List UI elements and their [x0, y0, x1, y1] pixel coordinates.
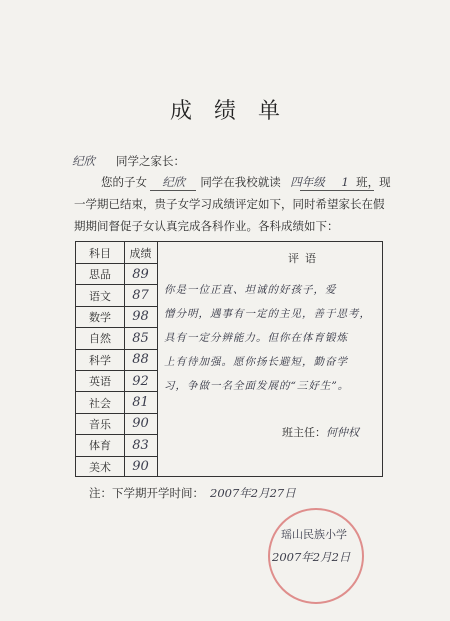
subject-cell: 社会 — [89, 396, 111, 410]
teacher-name: 何仲权 — [326, 426, 359, 439]
note-date: 2007年2月27日 — [210, 486, 296, 500]
score-cell: 98 — [132, 309, 149, 325]
subject-cell: 数学 — [89, 310, 111, 324]
header-score: 成绩 — [129, 246, 152, 260]
table-header — [76, 242, 157, 263]
score-cell: 89 — [132, 266, 149, 282]
subject-cell: 语文 — [89, 289, 111, 303]
table-row — [76, 349, 157, 370]
score-cell: 88 — [132, 352, 149, 368]
score-cell: 90 — [132, 459, 149, 475]
table-row — [76, 413, 157, 434]
teacher-signature — [282, 426, 359, 440]
intro-line-3: 期期间督促子女认真完成各科作业。各科成绩如下： — [74, 219, 339, 233]
intro-class-no: 1 — [341, 175, 349, 189]
stamp-school-name: 瑶山民族小学 — [281, 528, 347, 541]
note-label: 注：下学期开学时间： — [89, 486, 204, 500]
intro-line-1 — [101, 175, 391, 189]
table-row — [76, 370, 157, 391]
table-row — [76, 284, 157, 305]
score-cell: 81 — [132, 395, 149, 411]
comment-line: 你是一位正直、坦诚的好孩子，爱 — [164, 284, 337, 296]
salutation — [72, 154, 185, 168]
intro-grade: 四年级 — [290, 175, 325, 189]
comment-header: 评语 — [288, 252, 322, 265]
grade-underline — [300, 190, 374, 191]
header-subject: 科目 — [89, 246, 111, 260]
subject-cell: 美术 — [89, 460, 111, 474]
table-row — [76, 391, 157, 412]
comment-line: 憎分明，遇事有一定的主见，善于思考， — [164, 308, 371, 320]
subject-cell: 英语 — [89, 375, 111, 389]
score-cell: 92 — [132, 373, 149, 389]
subject-cell: 体育 — [89, 439, 111, 453]
intro-student-name: 纪欣 — [162, 175, 186, 189]
comment-line: 习，争做一名全面发展的“三好生”。 — [164, 380, 350, 392]
subject-cell: 自然 — [89, 332, 111, 346]
intro-part1: 您的子女 — [101, 175, 147, 189]
score-cell: 85 — [132, 330, 149, 346]
score-cell: 83 — [132, 437, 149, 453]
next-term-note — [89, 486, 296, 500]
teacher-comment — [164, 278, 378, 398]
subject-cell: 音乐 — [89, 417, 111, 431]
stamp-date: 2007年2月2日 — [272, 550, 351, 564]
intro-line-2: 一学期已结束，贵子女学习成绩评定如下，同时希望家长在假 — [74, 197, 385, 211]
table-row — [76, 434, 157, 455]
table-row — [76, 263, 157, 284]
divider-score-comment — [157, 242, 158, 476]
salutation-suffix: 同学之家长： — [116, 154, 185, 168]
score-cell: 87 — [132, 288, 149, 304]
intro-part2: 同学在我校就读 — [200, 175, 281, 189]
teacher-label: 班主任： — [282, 426, 326, 439]
document-title: 成绩单 — [169, 99, 302, 124]
intro-part3: 班，现 — [356, 175, 391, 189]
table-row — [76, 327, 157, 348]
table-row — [76, 456, 157, 477]
subject-cell: 思品 — [89, 268, 111, 282]
table-row — [76, 306, 157, 327]
subject-cell: 科学 — [89, 353, 111, 367]
score-cell: 90 — [132, 416, 149, 432]
grades-table — [75, 241, 383, 477]
comment-line: 具有一定分辨能力。但你在体育锻炼 — [164, 332, 348, 344]
salutation-student-name: 纪欣 — [72, 154, 95, 168]
name-underline — [150, 190, 196, 191]
comment-line: 上有待加强。愿你扬长避短，勤奋学 — [164, 356, 348, 368]
